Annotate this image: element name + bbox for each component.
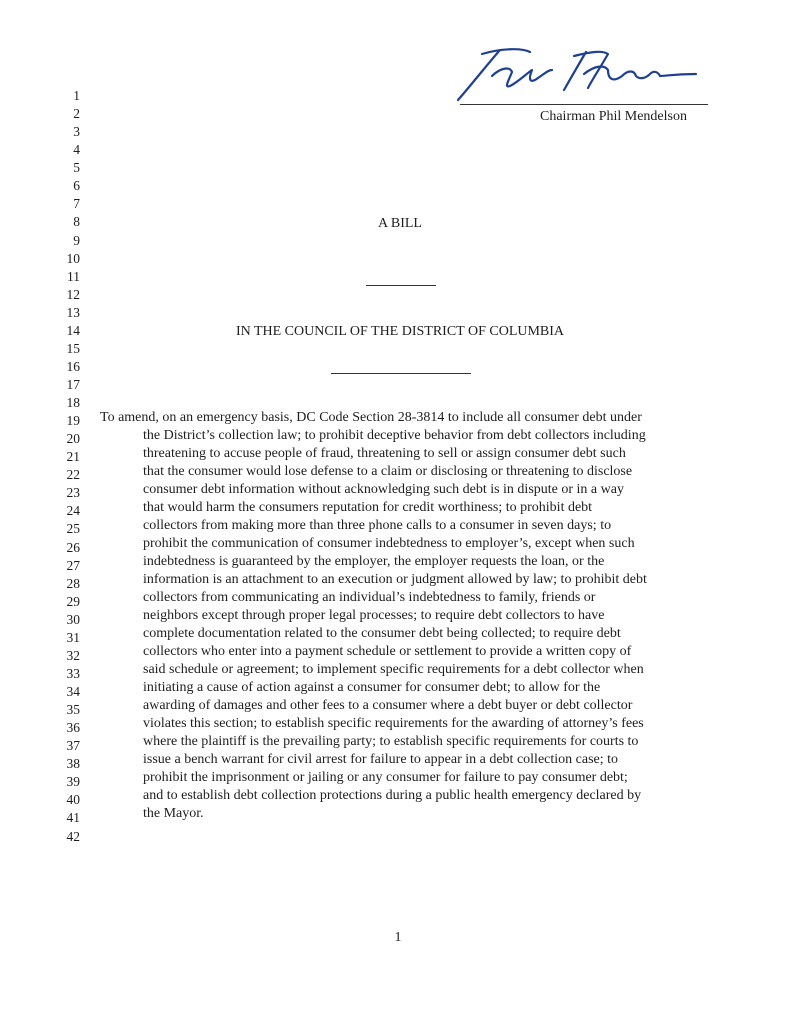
long-title-first-line: To amend, on an emergency basis, DC Code Section 28-3814 to include all consumer debt under — [100, 410, 642, 425]
long-title-line: the District’s collection law; to prohibit deceptive behavior from debt collectors including — [143, 428, 646, 443]
line-number: 20 — [66, 431, 80, 447]
line-number: 19 — [66, 413, 80, 429]
council-heading: IN THE COUNCIL OF THE DISTRICT OF COLUMBIA — [235, 324, 565, 339]
line-number: 40 — [66, 792, 80, 808]
long-title-line: neighbors except through proper legal processes; to require debt collectors to have — [143, 608, 605, 623]
line-number: 1 — [73, 88, 80, 103]
line-number: 16 — [66, 358, 80, 374]
line-number: 41 — [66, 810, 80, 826]
long-title-line: complete documentation related to the consumer debt being collected; to require debt — [143, 626, 621, 641]
line-number: 11 — [67, 268, 80, 284]
long-title-line: collectors who enter into a payment schedule or settlement to provide a written copy of — [143, 644, 632, 659]
line-number: 8 — [73, 214, 80, 230]
line-number: 24 — [66, 503, 80, 519]
long-title-line: initiating a cause of action against a consumer for consumer debt; to allow for the — [143, 680, 601, 695]
long-title-line: and to establish debt collection protections during a public health emergency declared by — [143, 788, 642, 803]
page-number: 1 — [394, 930, 402, 945]
line-number: 5 — [73, 160, 80, 176]
long-title-line: consumer debt information without acknowledging such debt is in dispute or in a way — [143, 482, 624, 497]
long-title-line: said schedule or agreement; to implement specific requirements for a debt collector when — [143, 662, 644, 677]
long-title-line: prohibit the imprisonment or jailing or any consumer for failure to pay consumer debt; — [143, 770, 628, 785]
long-title-line: the Mayor. — [143, 806, 204, 821]
line-number: 9 — [73, 232, 80, 248]
line-number: 10 — [66, 250, 80, 266]
line-number: 35 — [66, 702, 80, 717]
long-title-line: that would harm the consumers reputation for credit worthiness; to prohibit debt — [143, 500, 593, 515]
line-number: 37 — [66, 738, 80, 754]
long-title-line: prohibit the communication of consumer indebtedness to employer’s, except when such — [143, 536, 635, 551]
line-number: 23 — [66, 485, 80, 501]
line-number: 12 — [66, 286, 80, 302]
line-number: 25 — [66, 521, 80, 537]
line-number: 31 — [66, 629, 80, 645]
line-number: 30 — [66, 611, 80, 627]
line-number: 21 — [66, 449, 80, 465]
signature-line — [460, 104, 708, 105]
line-number: 33 — [66, 665, 80, 681]
line-number: 34 — [66, 684, 80, 699]
long-title-line: violates this section; to establish specific requirements for the awarding of attorney’s fees — [143, 716, 644, 731]
signature-block — [452, 40, 712, 130]
line-number: 26 — [66, 539, 80, 555]
line-number: 18 — [66, 395, 80, 410]
line-number: 32 — [66, 647, 80, 663]
signatory-name: Chairman Phil Mendelson — [540, 109, 687, 124]
long-title-line: collectors from communicating an individual’s indebtedness to family, friends or — [143, 590, 596, 605]
line-number: 27 — [66, 557, 80, 573]
line-number: 22 — [66, 467, 80, 483]
line-number: 38 — [66, 756, 80, 772]
line-number: 36 — [66, 720, 80, 736]
long-title-line: where the plaintiff is the prevailing party; to establish specific requirements for courts to — [143, 734, 639, 749]
line-number: 2 — [73, 106, 80, 122]
line-number: 4 — [73, 142, 80, 158]
line-number: 15 — [66, 340, 80, 356]
long-title-line: collectors from making more than three phone calls to a consumer in seven days; to — [143, 518, 612, 533]
line-number: 28 — [66, 575, 80, 591]
short-rule — [366, 285, 436, 286]
line-number: 7 — [73, 196, 80, 212]
line-number: 17 — [66, 377, 80, 392]
long-title-body — [143, 427, 718, 823]
long-title-line: threatening to accuse people of fraud, threatening to sell or assign consumer debt such — [143, 446, 626, 461]
long-rule — [331, 373, 471, 374]
long-title-line: information is an attachment to an execution or judgment allowed by law; to prohibit debt — [143, 572, 647, 587]
long-title-line: awarding of damages and other fees to a consumer where a debt buyer or debt collector — [143, 698, 633, 713]
line-number: 42 — [66, 828, 80, 844]
line-number: 14 — [66, 322, 80, 338]
long-title-line: that the consumer would lose defense to a claim or disclosing or threatening to disclose — [143, 464, 633, 479]
bill-heading: A BILL — [378, 216, 422, 231]
line-number: 29 — [66, 593, 80, 609]
long-title-line: indebtedness is guaranteed by the employer, the employer requests the loan, or the — [143, 554, 605, 569]
line-number: 3 — [73, 124, 80, 140]
line-number: 39 — [66, 774, 80, 790]
handwritten-signature — [452, 40, 712, 106]
line-number: 6 — [73, 178, 80, 194]
line-number: 13 — [66, 304, 80, 320]
long-title-line: issue a bench warrant for civil arrest for failure to appear in a debt collection case; to — [143, 752, 619, 767]
